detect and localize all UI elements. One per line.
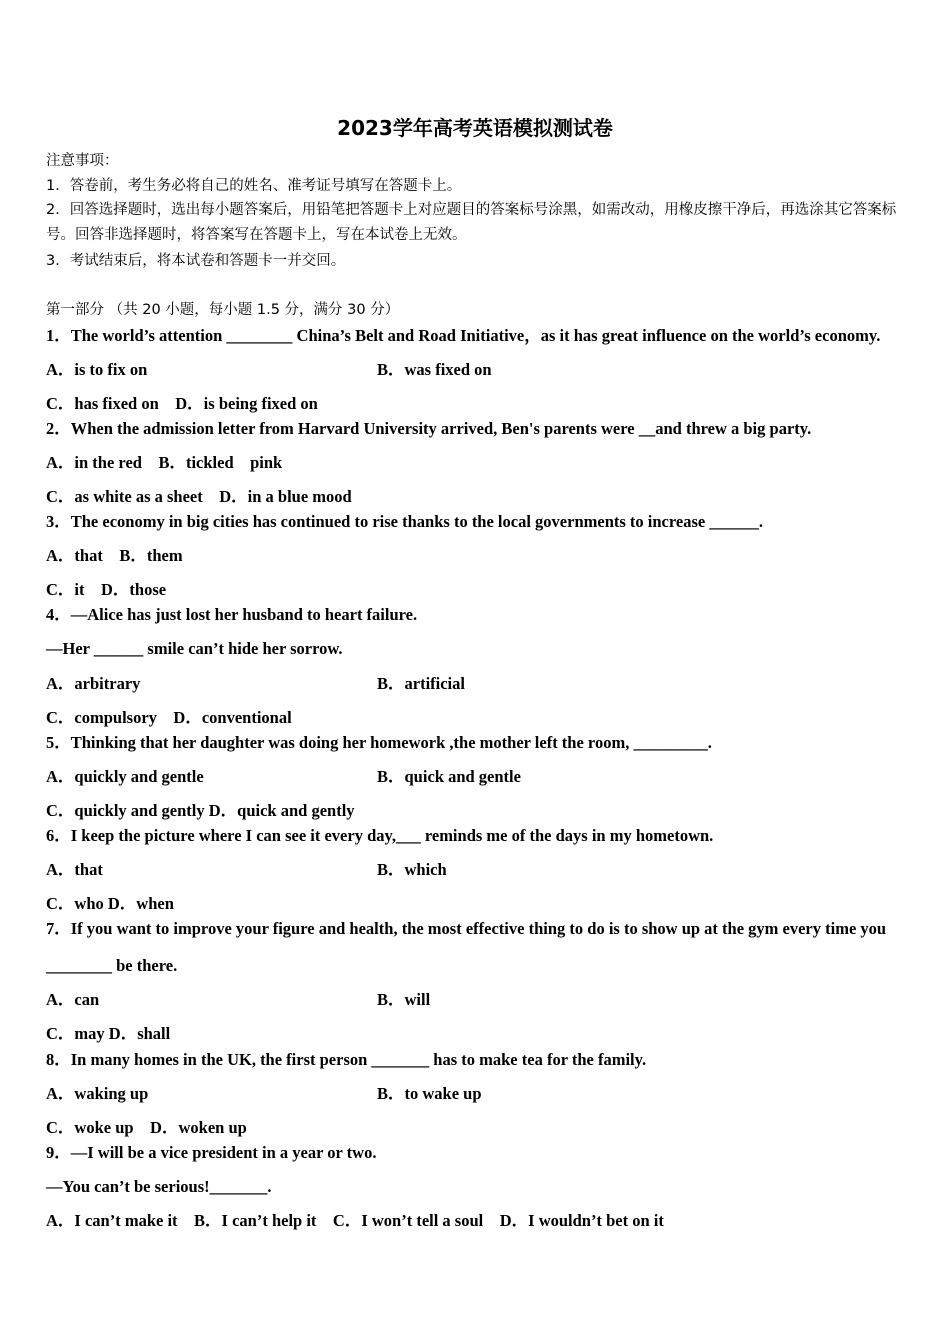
question-stem-reply: —You can’t be serious!_______. — [46, 1177, 272, 1196]
option-b: B．to wake up — [377, 1084, 482, 1103]
option-c-d: C．quickly and gently D．quick and gently — [46, 801, 355, 820]
question-stem: 2．When the admission letter from Harvard University arrived, Ben's parents were __and threw a big party. — [46, 419, 812, 438]
option-a-b-c-d: A．I can’t make it B．I can’t help it C．I won’t tell a soul D．I wouldn’t bet on it — [46, 1211, 664, 1230]
option-a: A．is to fix on — [46, 360, 148, 379]
question-stem-continued: ________ be there. — [46, 956, 178, 975]
option-c-d: C．woke up D．woken up — [46, 1118, 247, 1137]
question-stem: 7．If you want to improve your figure and health, the most effective thing to do is to show up at the gym every time you — [46, 919, 887, 938]
question-stem: 9．—I will be a vice president in a year or two. — [46, 1143, 377, 1162]
question-stem: 4．—Alice has just lost her husband to heart failure. — [46, 605, 418, 624]
notice-heading: 注意事项： — [46, 153, 119, 169]
option-b: B．artificial — [377, 674, 465, 693]
option-c-d: C．compulsory D．conventional — [46, 708, 292, 727]
option-c-d: C．who D．when — [46, 894, 174, 913]
notice-item-2: 2．回答选择题时，选出每小题答案后，用铅笔把答题卡上对应题目的答案标号涂黑，如需改动，用橡皮擦干净后，再选涂其它答案标号。回答非选择题时，将答案写在答题卡上，写在本试卷上无效。 — [46, 202, 897, 243]
question-stem-reply: —Her ______ smile can’t hide her sorrow. — [46, 639, 343, 658]
option-b: B．was fixed on — [377, 360, 492, 379]
option-b: B．will — [377, 990, 431, 1009]
option-c-d: C．may D．shall — [46, 1024, 171, 1043]
notice-item-1: 1．答卷前，考生务必将自己的姓名、准考证号填写在答题卡上。 — [46, 178, 462, 194]
page-title: 2023学年高考英语模拟测试卷 — [337, 116, 613, 140]
option-a: A．arbitrary — [46, 674, 141, 693]
option-b: B．which — [377, 860, 447, 879]
option-a: A．quickly and gentle — [46, 767, 204, 786]
option-a-b: A．in the red B．tickled pink — [46, 453, 283, 472]
option-a: A．that — [46, 860, 103, 879]
option-a-b: A．that B．them — [46, 546, 183, 565]
option-a: A．can — [46, 990, 100, 1009]
question-stem: 6．I keep the picture where I can see it every day,___ reminds me of the days in my hometown. — [46, 826, 714, 845]
option-b: B．quick and gentle — [377, 767, 521, 786]
question-stem: 3．The economy in big cities has continued to rise thanks to the local governments to increase ______. — [46, 512, 763, 531]
question-stem: 8．In many homes in the UK, the first person _______ has to make tea for the family. — [46, 1050, 647, 1069]
option-a: A．waking up — [46, 1084, 149, 1103]
option-c-d: C．it D．those — [46, 580, 167, 599]
section-heading: 第一部分 （共 20 小题，每小题 1.5 分，满分 30 分） — [46, 302, 400, 318]
option-c-d: C．as white as a sheet D．in a blue mood — [46, 487, 352, 506]
option-c-d: C．has fixed on D．is being fixed on — [46, 394, 318, 413]
question-stem: 5．Thinking that her daughter was doing her homework ,the mother left the room, _________. — [46, 733, 712, 752]
question-stem: 1．The world’s attention ________ China’s Belt and Road Initiative，as it has great influence on the world’s economy. — [46, 326, 881, 345]
notice-item-3: 3．考试结束后，将本试卷和答题卡一并交回。 — [46, 253, 346, 269]
